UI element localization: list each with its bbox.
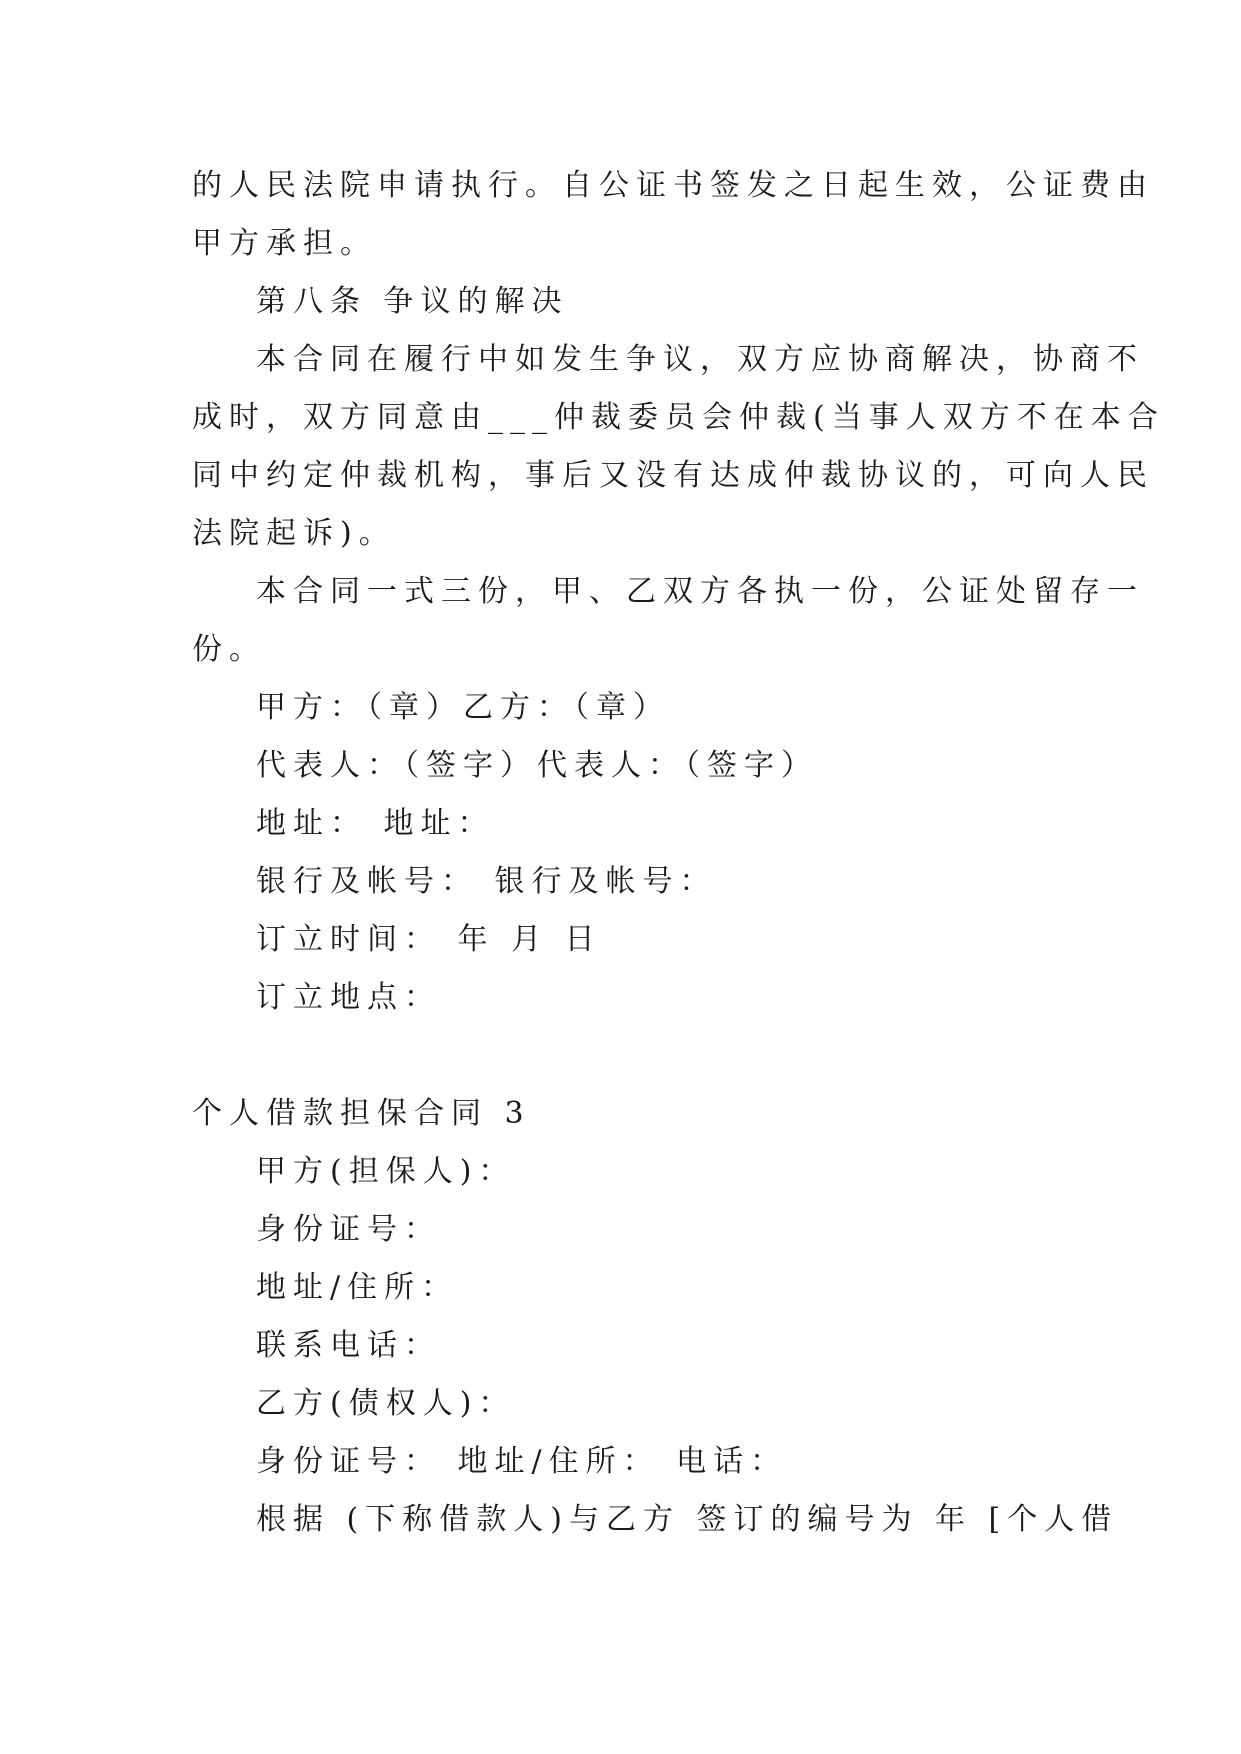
- signature-line-representative: 代表人：（签字）代表人：（签字）: [256, 748, 818, 783]
- paragraph-line: 的人民法院申请执行。自公证书签发之日起生效，公证费由: [192, 168, 1154, 203]
- party-a-label: 甲方(担保人)：: [256, 1154, 516, 1189]
- signature-line-place: 订立地点：: [256, 980, 441, 1015]
- address-label: 地址/住所：: [256, 1270, 459, 1305]
- signature-line-address: 地址： 地址：: [256, 806, 495, 841]
- id-number-label: 身份证号：: [256, 1212, 441, 1247]
- paragraph-line: 同中约定仲裁机构，事后又没有达成仲裁协议的，可向人民: [192, 458, 1154, 493]
- paragraph-line: 份。: [192, 632, 266, 667]
- signature-line-party: 甲方：（章）乙方：（章）: [256, 690, 670, 725]
- signature-line-date: 订立时间： 年 月 日: [256, 922, 602, 957]
- paragraph-line: 法院起诉)。: [192, 516, 396, 551]
- paragraph-line: 甲方承担。: [192, 226, 377, 261]
- paragraph-line: 本合同在履行中如发生争议，双方应协商解决，协商不: [256, 342, 1144, 377]
- paragraph-line: 成时，双方同意由___仲裁委员会仲裁(当事人双方不在本合: [192, 400, 1165, 435]
- party-b-details: 身份证号： 地址/住所： 电话：: [256, 1444, 788, 1479]
- phone-label: 联系电话：: [256, 1328, 441, 1363]
- party-b-label: 乙方(债权人)：: [256, 1386, 516, 1421]
- paragraph-line: 本合同一式三份，甲、乙双方各执一份，公证处留存一: [256, 574, 1144, 609]
- section-heading: 第八条 争议的解决: [256, 284, 569, 319]
- signature-line-bank: 银行及帐号： 银行及帐号：: [256, 864, 717, 899]
- paragraph-line: 根据 (下称借款人)与乙方 签订的编号为 年 [个人借: [256, 1502, 1119, 1537]
- contract-title: 个人借款担保合同 3: [192, 1096, 531, 1131]
